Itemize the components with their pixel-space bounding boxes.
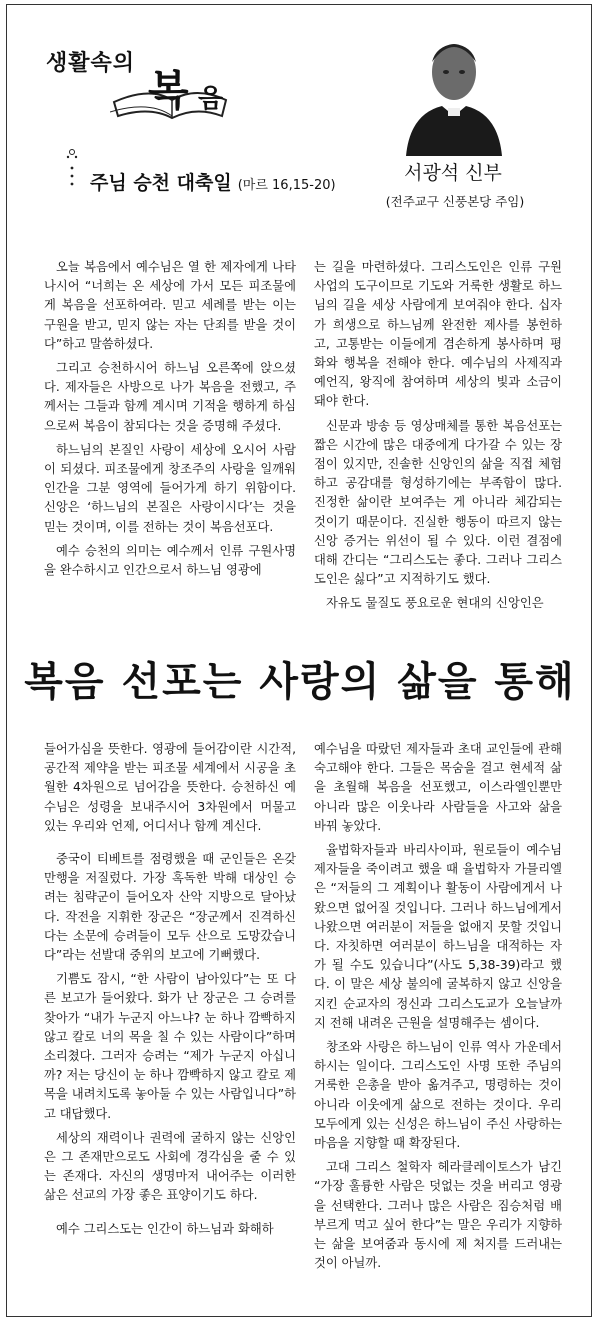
paragraph: 예수님을 따랐던 제자들과 초대 교인들에 관해 숙고해야 한다. 그들은 목숨을 걸고 현세적 삶을 초월해 복음을 선포했고, 이스라엘인뿐만 아니라 많은 이웃나라 사람들을 사고와 삶을 바꿔 놓았다. bbox=[314, 742, 562, 833]
paragraph: 창조와 사랑은 하느님이 인류 역사 가운데서 하시는 일이다. 그리스도인 사명 또한 주님의 거룩한 은총을 받아 옮겨주고, 명령하는 것이 아니라 이웃에게 삶으로 전하는 것이다. 우리 모두에게 있는 신성은 하느님이 주신 사랑하는 마음을 지향할 때 확장된다. bbox=[314, 1040, 562, 1151]
paragraph: 율법학자들과 바리사이파, 원로들이 예수님 제자들을 죽이려고 했을 때 율법학자 가믈리엘은 “저들의 그 계획이나 활동이 사람에게서 나왔으면 없어질 것입니다. 그러나 하느님에게서 나왔으면 여러분이 저들을 없애지 못할 것입니다. 자칫하면 여러분이 하느님을 대적하는 자가 될 수도 있습니다”(사도 5,38-39)라고 했다. 이 말은 세상 불의에 굴복하지 않고 신앙을 지킨 순교자의 정신과 그리스도교가 오늘날까지 전해 내려온 근원을 설명해주는 셈이다. bbox=[314, 843, 562, 1030]
paragraph: 기쁨도 잠시, “한 사람이 남아있다”는 또 다른 보고가 들어왔다. 화가 난 장군은 그 승려를 찾아가 “내가 누군지 아느냐? 눈 하나 깜빡하지 않고 칼로 너의 목을 칠 수 있는 사람이다”하며 소리쳤다. 그러자 승려는 “제가 누군지 아십니까? 저는 당신이 눈 하나 깜빡하지 않고 칼로 제 목을 내려치도록 놓아둘 수 있는 사람입니다”하고 대답했다. bbox=[44, 972, 296, 1121]
paragraph: 예수 승천의 의미는 예수께서 인류 구원사명을 완수하시고 인간으로서 하느님 영광에 bbox=[44, 543, 296, 578]
paragraph: 세상의 재력이나 권력에 굴하지 않는 신앙인은 그 존재만으로도 사회에 경각심을 줄 수 있는 존재다. 자신의 생명마저 내어주는 이러한 삶은 선교의 가장 좋은 표양이기도 하다. bbox=[44, 1130, 296, 1203]
logo-main-2: 음 bbox=[198, 84, 224, 114]
paragraph: 고대 그리스 철학자 헤라클레이토스가 남긴 “가장 훌륭한 사람은 덧없는 것을 버리고 영광을 선택한다. 그러나 많은 사람은 짐승처럼 배부르게 먹고 싶어 한다”는 말은 우리가 지향하는 삶을 보여줌과 동시에 제 처지를 드러내는 것이 아닐까. bbox=[314, 1160, 562, 1271]
article-headline: 복음 선포는 사랑의 삶을 통해 bbox=[24, 659, 576, 705]
author-affiliation: (전주교구 신풍본당 주임) bbox=[385, 194, 525, 209]
decorative-dots-icon bbox=[66, 148, 78, 188]
feast-reference: (마르 16,15-20) bbox=[237, 178, 336, 193]
feast-title-line bbox=[90, 168, 336, 195]
article-column-2 bbox=[314, 258, 562, 614]
paragraph: 자유도 물질도 풍요로운 현대의 신앙인은 bbox=[326, 596, 544, 611]
paragraph: 신문과 방송 등 영상매체를 통한 복음선포는 짧은 시간에 많은 대중에게 다가갈 수 있는 장점이 있지만, 진솔한 신앙인의 삶을 직접 체험하고 공감대를 형성하기에는 부족함이 많다. 진정한 삶이란 보여주는 게 아니라 체감되는 것이기 때문이다. 진실한 행동이 따르지 않는 신앙 증거는 위선이 될 수 있다. 이런 결점에 대해 간디는 “그리스도는 좋다. 그러나 그리스도인은 싫다”고 지적하기도 했다. bbox=[314, 418, 562, 587]
logo-main-1: 복 bbox=[148, 66, 189, 115]
paragraph: 예수 그리스도는 인간이 하느님과 화해하 bbox=[56, 1221, 274, 1236]
article-column-4 bbox=[314, 740, 562, 1273]
paragraph: 중국이 티베트를 점령했을 때 군인들은 온갖 만행을 저질렀다. 가장 혹독한 박해 대상인 승려는 침략군이 들어오자 산악 지방으로 달아났다. 작전을 지휘한 장군은 “장군께서 진격하신다는 소문에 승려들이 모두 산으로 도망갔습니다”라는 선발대 중위의 보고에 기뻐했다. bbox=[44, 852, 296, 963]
logo-prefix: 생활속의 bbox=[46, 51, 136, 76]
paragraph: 그리고 승천하시어 하느님 오른쪽에 앉으셨다. 제자들은 사방으로 나가 복음을 전했고, 주께서는 그들과 함께 계시며 기적을 행하게 하심으로써 복음이 참되다는 것을 증명해 주셨다. bbox=[44, 361, 296, 433]
author-photo bbox=[402, 32, 506, 156]
feast-title: 주님 승천 대축일 bbox=[90, 172, 232, 194]
paragraph: 들어가심을 뜻한다. 영광에 들어감이란 시간적, 공간적 제약을 받는 피조물 세계에서 시공을 초월한 4차원으로 넘어감을 뜻한다. 승천하신 예수님은 성령을 보내주시어 3차원에서 머물고 있는 우리와 언제, 어디서나 함께 계신다. bbox=[44, 742, 296, 833]
paragraph: 오늘 복음에서 예수님은 열 한 제자에게 나타나시어 “너희는 온 세상에 가서 모든 피조물에게 복음을 선포하여라. 믿고 세례를 받는 이는 구원을 받고, 믿지 않는 자는 단죄를 받을 것이다”하고 말씀하셨다. bbox=[44, 260, 296, 351]
article-column-3 bbox=[44, 740, 296, 1239]
article-column-1 bbox=[44, 258, 296, 580]
paragraph: 하느님의 본질인 사랑이 세상에 오시어 사람이 되셨다. 피조물에게 창조주의 사랑을 일깨워 인간을 그분 영역에 들어가게 하기 위함이다. 신앙은 ‘하느님의 본질은 사랑이시다’는 것을 믿는 것이며, 이를 전하는 것이 복음선포다. bbox=[44, 442, 296, 534]
author-name: 서광석 신부 bbox=[404, 162, 502, 184]
paragraph: 는 길을 마련하셨다. 그리스도인은 인류 구원 사업의 도구이므로 기도와 거룩한 생활로 하느님의 길을 세상 사람에게 보여줘야 한다. 십자가 희생으로 하느님께 완전한 제사를 봉헌하고, 고통받는 이들에게 겸손하게 봉사하며 평화와 행복을 전해야 한다. 예수님의 사제직과 예언직, 왕직에 참여하며 세상의 빛과 소금이 돼야 한다. bbox=[314, 260, 562, 409]
